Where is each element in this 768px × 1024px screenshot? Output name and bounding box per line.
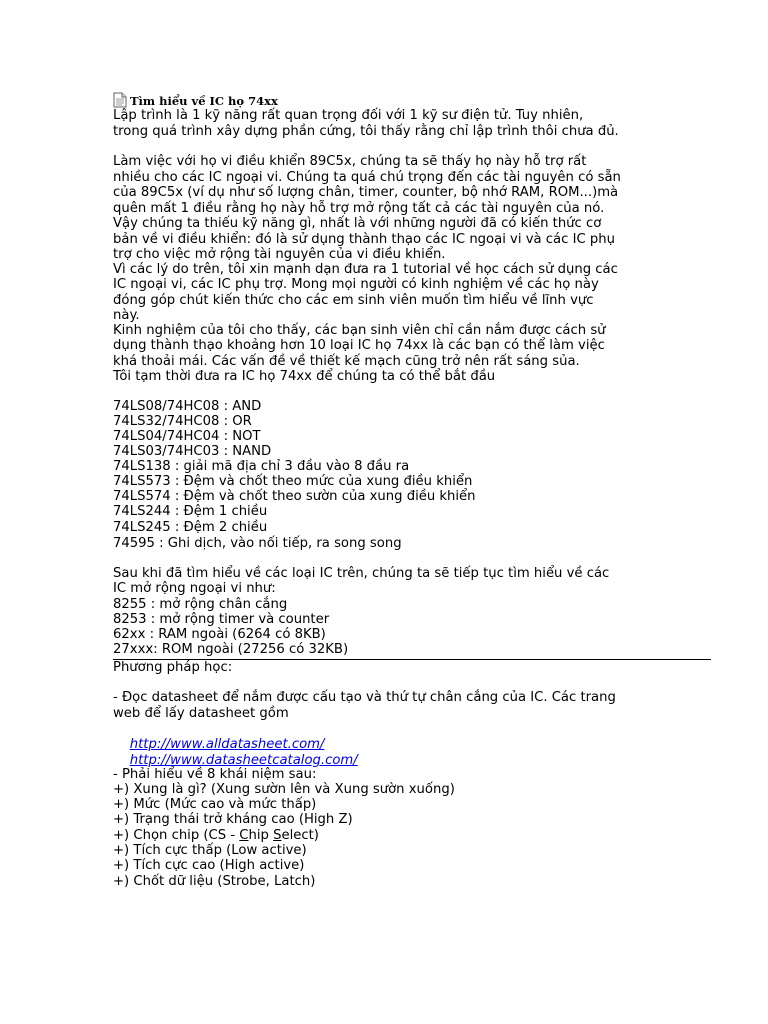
text-line: Làm việc với họ vi điều khiển 89C5x, chúng ta sẽ thấy họ này hỗ trợ rất — [113, 154, 587, 169]
concept-text: C — [239, 828, 249, 843]
ic-list-item: 74LS573 : Đệm và chốt theo mức của xung điều khiển — [113, 474, 473, 489]
ic-list-item: 74LS08/74HC08 : AND — [113, 399, 262, 414]
text-line: Tôi tạm thời đưa ra IC họ 74xx để chúng ta có thể bắt đầu — [113, 369, 496, 384]
section-heading: - Phải hiểu về 8 khái niệm sau: — [113, 767, 317, 782]
text-line: 62xx : RAM ngoài (6264 có 8KB) — [113, 627, 326, 642]
section-heading: Phương pháp học: — [113, 660, 233, 675]
ic-list-item: 74LS574 : Đệm và chốt theo sườn của xung điều khiển — [113, 489, 476, 504]
concept-item: +) Tích cực thấp (Low active) — [113, 843, 307, 858]
text-line: khá thoải mái. Các vấn đề về thiết kế mạch cũng trở nên rất sáng sủa. — [113, 354, 580, 369]
ic-list-item: 74595 : Ghi dịch, vào nối tiếp, ra song song — [113, 536, 402, 551]
text-line: Lập trình là 1 kỹ năng rất quan trọng đối với 1 kỹ sư điện tử. Tuy nhiên, — [113, 108, 584, 123]
text-line: 27xxx: ROM ngoài (27256 có 32KB) — [113, 642, 349, 657]
ic-list-item: 74LS04/74HC04 : NOT — [113, 429, 261, 444]
ic-list-item: 74LS32/74HC08 : OR — [113, 414, 252, 429]
document-icon — [113, 92, 127, 108]
text-line: Vì các lý do trên, tôi xin mạnh dạn đưa ra 1 tutorial về học cách sử dụng các — [113, 262, 618, 277]
text-line: này. — [113, 308, 140, 323]
text-line: 8253 : mở rộng timer và counter — [113, 612, 330, 627]
text-line: 8255 : mở rộng chân cắng — [113, 597, 288, 612]
text-line: nhiều cho các IC ngoại vi. Chúng ta quá chú trọng đến các tài nguyên có sẵn — [113, 170, 621, 185]
concept-item — [113, 828, 319, 844]
text-line: bản về vi điều khiển: đó là sử dụng thành thạo các IC ngoại vi và các IC phụ — [113, 232, 615, 247]
ic-list-item: 74LS138 : giải mã địa chỉ 3 đầu vào 8 đầu ra — [113, 459, 410, 474]
concept-text: S — [273, 828, 282, 843]
page-title: Tìm hiểu về IC họ 74xx — [130, 94, 278, 108]
ic-list-item: 74LS03/74HC03 : NAND — [113, 444, 272, 459]
text-line: Sau khi đã tìm hiểu về các loại IC trên, chúng ta sẽ tiếp tục tìm hiểu về các — [113, 566, 610, 581]
text-line: IC ngoại vi, các IC phụ trợ. Mong mọi người có kinh nghiệm về các họ này — [113, 277, 599, 292]
ic-list-item: 74LS244 : Đệm 1 chiều — [113, 504, 268, 519]
concept-text: +) Chọn chip (CS - — [113, 828, 240, 843]
concept-item: +) Xung là gì? (Xung sườn lên và Xung sườn xuống) — [113, 782, 455, 797]
text-line: trợ cho việc mở rộng tài nguyên của vi điều khiển. — [113, 247, 446, 262]
text-line: web để lấy datasheet gồm — [113, 706, 289, 721]
concept-item: +) Tích cực cao (High active) — [113, 858, 305, 873]
text-line: Kinh nghiệm của tôi cho thấy, các bạn sinh viên chỉ cần nắm được cách sử — [113, 323, 606, 338]
concept-item: +) Trạng thái trở kháng cao (High Z) — [113, 812, 353, 827]
text-line: trong quá trình xây dựng phần cứng, tôi thấy rằng chỉ lập trình thôi chưa đủ. — [113, 124, 619, 139]
datasheetcatalog-link[interactable]: http://www.datasheetcatalog.com/ — [129, 753, 358, 768]
text-line: - Đọc datasheet để nắm được cấu tạo và thứ tự chân cắng của IC. Các trang — [113, 690, 616, 705]
concept-item: +) Mức (Mức cao và mức thấp) — [113, 797, 317, 812]
text-line: đóng góp chút kiến thức cho các em sinh viên muốn tìm hiểu về lĩnh vực — [113, 293, 594, 308]
concept-text: elect) — [281, 828, 319, 843]
concept-item: +) Chốt dữ liệu (Strobe, Latch) — [113, 874, 316, 889]
text-line: dụng thành thạo khoảng hơn 10 loại IC họ 74xx là các bạn có thể làm việc — [113, 338, 605, 353]
text-line: của 89C5x (ví dụ như số lượng chân, timer, counter, bộ nhớ RAM, ROM...)mà — [113, 185, 619, 200]
text-line: quên mất 1 điều rằng họ này hỗ trợ mở rộng tất cả các tài nguyên của nó. — [113, 201, 605, 216]
concept-text: hip — [248, 828, 274, 843]
ic-list-item: 74LS245 : Đệm 2 chiều — [113, 520, 268, 535]
text-line: IC mở rộng ngoại vi như: — [113, 581, 276, 596]
text-line: Vậy chúng ta thiếu kỹ năng gì, nhất là với những người đã có kiến thức cơ — [113, 216, 602, 231]
title-row — [113, 90, 278, 108]
alldatasheet-link[interactable]: http://www.alldatasheet.com/ — [129, 737, 325, 752]
